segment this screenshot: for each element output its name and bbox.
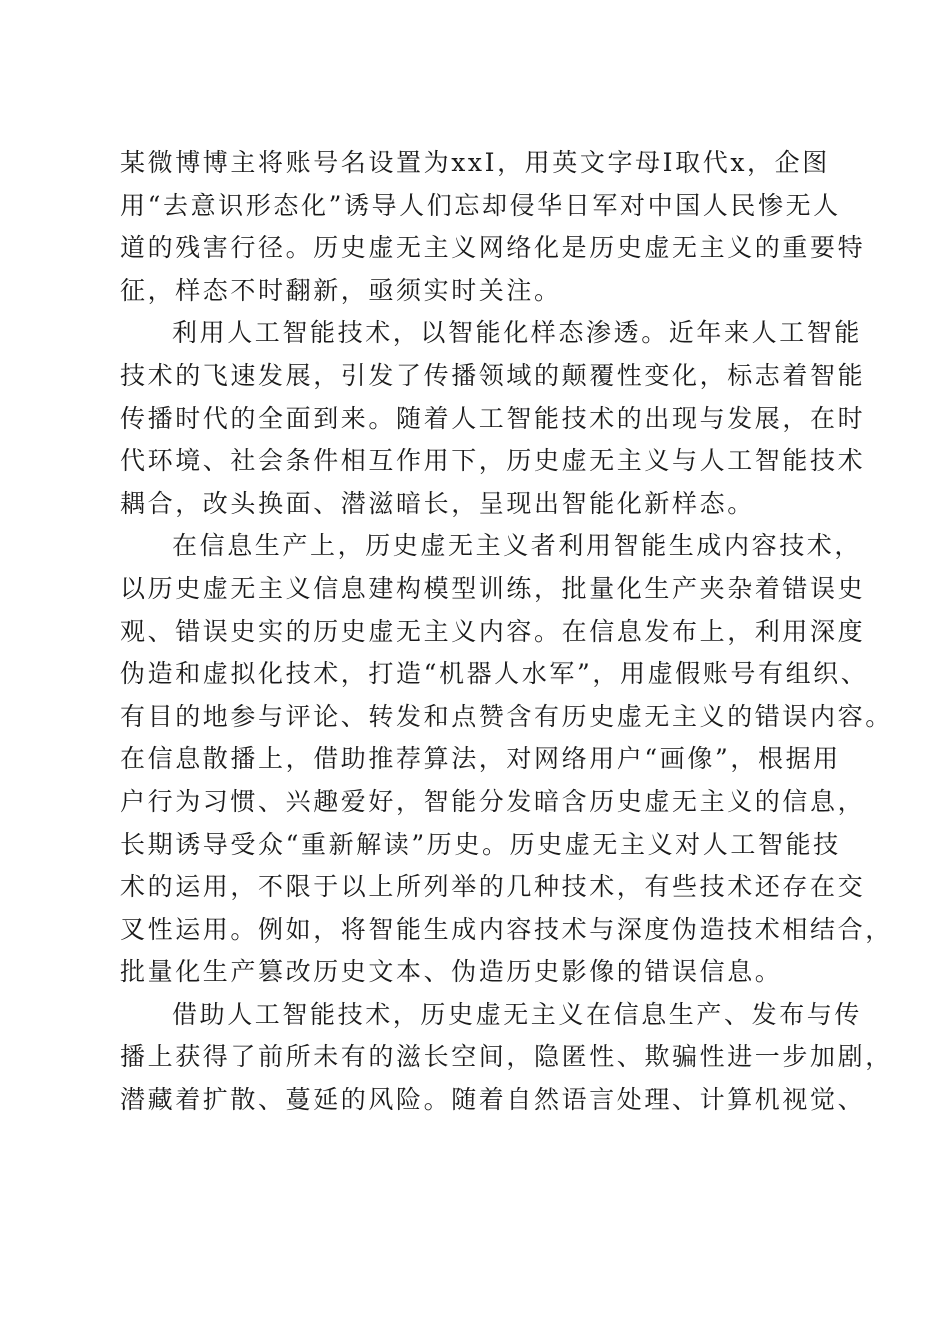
text-line: 用“去意识形态化”诱导人们忘却侵华日军对中国人民惨无人 xyxy=(120,190,841,220)
text-line: 伪造和虚拟化技术，打造“机器人水军”，用虚假账号有组织、 xyxy=(120,659,869,689)
document-body xyxy=(120,142,893,1122)
text-line: 传播时代的全面到来。随着人工智能技术的出现与发展，在时 xyxy=(120,403,866,433)
text-line: 征，样态不时翻新，亟须实时关注。 xyxy=(120,275,562,305)
text-line: 批量化生产篡改历史文本、伪造历史影像的错误信息。 xyxy=(120,957,783,987)
text-line: 潜藏着扩散、蔓延的风险。随着自然语言处理、计算机视觉、 xyxy=(120,1085,866,1115)
text-line: 耦合，改头换面、潜滋暗长，呈现出智能化新样态。 xyxy=(120,488,755,518)
text-line: 某微博博主将账号名设置为xxI，用英文字母I取代x，企图 xyxy=(120,148,830,177)
text-line: 叉性运用。例如，将智能生成内容技术与深度伪造技术相结合， xyxy=(120,914,893,944)
text-line: 道的残害行径。历史虚无主义网络化是历史虚无主义的重要特 xyxy=(120,233,866,263)
text-line: 技术的飞速发展，引发了传播领域的颠覆性变化，标志着智能 xyxy=(120,360,866,390)
text-line: 在信息散播上，借助推荐算法，对网络用户“画像”，根据用 xyxy=(120,744,841,774)
text-line: 观、错误史实的历史虚无主义内容。在信息发布上，利用深度 xyxy=(120,616,866,646)
text-line: 长期诱导受众“重新解读”历史。历史虚无主义对人工智能技 xyxy=(120,829,841,859)
paragraph-start-line: 在信息生产上，历史虚无主义者利用智能生成内容技术， xyxy=(172,531,863,561)
paragraph-start-line: 借助人工智能技术，历史虚无主义在信息生产、发布与传 xyxy=(172,999,863,1029)
text-line: 代环境、社会条件相互作用下，历史虚无主义与人工智能技术 xyxy=(120,446,866,476)
text-line: 以历史虚无主义信息建构模型训练，批量化生产夹杂着错误史 xyxy=(120,573,866,603)
text-line: 播上获得了前所未有的滋长空间，隐匿性、欺骗性进一步加剧， xyxy=(120,1042,893,1072)
text-line: 有目的地参与评论、转发和点赞含有历史虚无主义的错误内容。 xyxy=(120,701,893,731)
text-line: 术的运用，不限于以上所列举的几种技术，有些技术还存在交 xyxy=(120,872,866,902)
text-line: 户行为习惯、兴趣爱好，智能分发暗含历史虚无主义的信息， xyxy=(120,786,866,816)
paragraph-start-line: 利用人工智能技术，以智能化样态渗透。近年来人工智能 xyxy=(172,318,863,348)
